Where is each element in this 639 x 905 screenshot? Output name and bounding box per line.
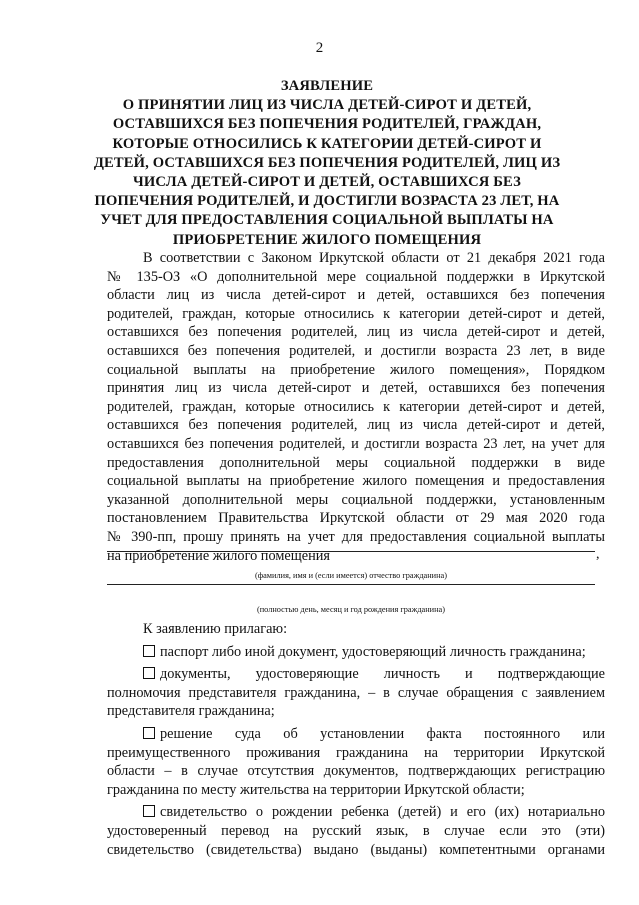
body-line: № 135-ОЗ «О дополнительной мере социальной поддержки в Иркутской: [107, 268, 605, 285]
attachment-line: [107, 803, 605, 822]
checkbox[interactable]: [143, 667, 155, 679]
title-line: О ПРИНЯТИИ ЛИЦ ИЗ ЧИСЛА ДЕТЕЙ-СИРОТ И ДЕТЕЙ,: [122, 97, 532, 114]
attachment-item: [107, 665, 605, 721]
full-name-caption: (фамилия, имя и (если имеется) отчество гражданина): [254, 571, 447, 580]
body-line: оставшихся без попечения родителей, лиц из числа детей-сирот и детей,: [107, 324, 605, 341]
document-title: [92, 77, 562, 250]
body-line: постановлением Правительства Иркутской области от 29 мая 2020 года: [107, 510, 605, 527]
body-line: оставшихся без попечения родителей, и достигли возраста 23 лет, на учет для: [107, 435, 605, 452]
attachment-line: области – в случае отсутствия документов, подтверждающих регистрацию: [107, 763, 605, 780]
page-number: 2: [315, 40, 324, 56]
attachment-line: гражданина по месту жительства на территории Иркутской области;: [107, 781, 525, 798]
body-line: оставшихся без попечения родителей, и достигли возраста 23 лет, в виде: [107, 342, 605, 359]
attachment-line: свидетельство (свидетельства) выдано (выданы) компетентными органами: [107, 841, 605, 858]
attachment-item: [107, 803, 605, 859]
body-line: принятия лиц из числа детей-сирот и детей, оставшихся без попечения: [107, 380, 605, 397]
body-line: № 390-пп, прошу принять на учет для предоставления социальной выплаты: [107, 528, 605, 545]
title-line: ПРИОБРЕТЕНИЕ ЖИЛОГО ПОМЕЩЕНИЯ: [172, 231, 482, 248]
attachment-line: удостоверенный перевод на русский язык, в случае если это (эти): [107, 822, 605, 839]
attachment-text: решение суда об установлении факта постоянного или: [160, 725, 605, 742]
application-body-paragraph: [107, 249, 605, 565]
body-line: социальной выплаты на приобретение жилого помещения и предоставления: [107, 473, 605, 490]
checkbox[interactable]: [143, 805, 155, 817]
checkbox[interactable]: [143, 645, 155, 657]
title-line: ОСТАВШИХСЯ БЕЗ ПОПЕЧЕНИЯ РОДИТЕЛЕЙ, ГРАЖДАН,: [112, 116, 542, 133]
title-line: ПОПЕЧЕНИЯ РОДИТЕЛЕЙ, И ДОСТИГЛИ ВОЗРАСТА 23 ЛЕТ, НА: [94, 193, 560, 210]
attachment-line: [107, 643, 605, 662]
full-name-field-line[interactable]: [107, 551, 595, 552]
body-line: указанной дополнительной меры социальной поддержки, установленным: [107, 491, 605, 508]
attachment-line: [107, 725, 605, 744]
birth-date-caption: (полностью день, месяц и год рождения гражданина): [256, 605, 446, 614]
body-line: оставшихся без попечения родителей, лиц из числа детей-сирот и детей,: [107, 417, 605, 434]
attachment-line: [107, 665, 605, 684]
title-line: КОТОРЫЕ ОТНОСИЛИСЬ К КАТЕГОРИИ ДЕТЕЙ-СИРОТ И: [112, 135, 542, 152]
attachment-text: свидетельство о рождении ребенка (детей) и его (их) нотариально: [160, 804, 605, 821]
attachment-item: [107, 643, 605, 662]
body-line: области лиц из числа детей-сирот и детей, оставшихся без попечения: [107, 287, 605, 304]
field-comma: ,: [596, 547, 600, 562]
attachment-line: полномочия представителя гражданина, – в случае обращения с заявлением: [107, 684, 605, 701]
body-line: социальной выплаты на приобретение жилого помещения», Порядком: [107, 361, 605, 378]
title-line: УЧЕТ ДЛЯ ПРЕДОСТАВЛЕНИЯ СОЦИАЛЬНОЙ ВЫПЛАТЫ НА: [100, 212, 554, 229]
attachments-section: [107, 620, 605, 859]
checkbox[interactable]: [143, 727, 155, 739]
attachments-intro: К заявлению прилагаю:: [143, 621, 288, 637]
attachment-line: преимущественного проживания гражданина на территории Иркутской: [107, 744, 605, 761]
attachment-item: [107, 725, 605, 799]
body-line: предоставления дополнительной меры социальной поддержки в виде: [107, 454, 605, 471]
attachment-text: документы, удостоверяющие личность и подтверждающие: [160, 666, 605, 683]
attachment-text: паспорт либо иной документ, удостоверяющий личность гражданина;: [160, 643, 586, 660]
attachment-line: представителя гражданина;: [107, 703, 275, 720]
title-line: ДЕТЕЙ, ОСТАВШИХСЯ БЕЗ ПОПЕЧЕНИЯ РОДИТЕЛЕЙ, ЛИЦ ИЗ: [93, 154, 561, 171]
body-line: родителей, граждан, которые относились к категории детей-сирот и детей,: [107, 305, 605, 322]
body-line: В соответствии с Законом Иркутской области от 21 декабря 2021 года: [143, 250, 605, 266]
birth-date-field-line[interactable]: [107, 584, 595, 585]
body-line: на приобретение жилого помещения: [107, 547, 330, 564]
title-line: ЧИСЛА ДЕТЕЙ-СИРОТ И ДЕТЕЙ, ОСТАВШИХСЯ БЕЗ: [133, 174, 521, 191]
body-line: родителей, граждан, которые относились к категории детей-сирот и детей,: [107, 398, 605, 415]
title-line: ЗАЯВЛЕНИЕ: [280, 78, 374, 94]
